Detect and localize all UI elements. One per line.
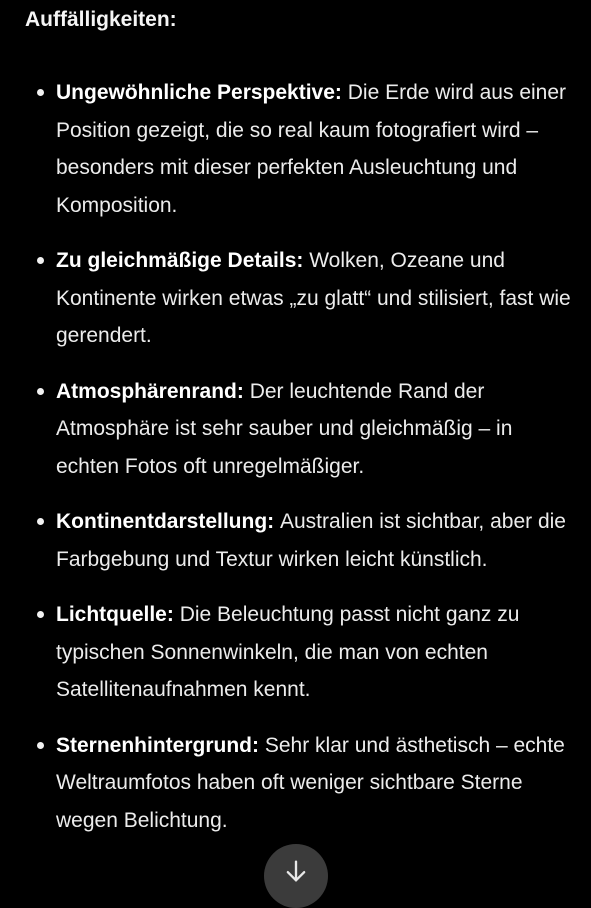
item-term: Lichtquelle: xyxy=(56,603,180,626)
item-text: Die Beleuchtung passt nicht ganz zu typischen Sonnenwinkeln, die man von echten Satellitenaufnahmen kennt. xyxy=(56,603,520,701)
section-heading: Auffälligkeiten: xyxy=(25,8,177,31)
item-text: Australien ist sichtbar, aber die Farbgebung und Textur wirken leicht künstlich. xyxy=(56,510,566,571)
bullet-icon xyxy=(37,388,44,395)
bullet-icon xyxy=(37,257,44,264)
bullet-icon xyxy=(37,611,44,618)
bullet-icon xyxy=(37,742,44,749)
bullet-icon xyxy=(37,518,44,525)
list-item xyxy=(0,242,591,355)
list-item xyxy=(0,74,591,224)
list-item xyxy=(0,373,591,486)
item-term: Ungewöhnliche Perspektive: xyxy=(56,81,348,104)
bullet-icon xyxy=(37,89,44,96)
list-item xyxy=(0,596,591,709)
item-term: Zu gleichmäßige Details: xyxy=(56,249,310,272)
arrow-down-icon xyxy=(282,857,310,885)
item-term: Atmosphärenrand: xyxy=(56,379,250,403)
item-text: Sehr klar und ästhetisch – echte Weltraumfotos haben oft weniger sichtbare Sterne wegen Belichtung. xyxy=(56,733,565,832)
scroll-to-bottom-button[interactable] xyxy=(264,844,328,908)
findings-list xyxy=(0,74,591,857)
item-text: Die Erde wird aus einer Position gezeigt, die so real kaum fotografiert wird – besonders mit dieser perfekten Ausleuchtung und Komposition. xyxy=(56,81,567,217)
list-item xyxy=(0,503,591,578)
item-term: Sternenhintergrund: xyxy=(56,733,265,757)
list-item xyxy=(0,727,591,840)
item-text: Wolken, Ozeane und Kontinente wirken etwas „zu glatt“ und stilisiert, fast wie gerendert. xyxy=(56,249,571,347)
item-text: Der leuchtende Rand der Atmosphäre ist sehr sauber und gleichmäßig – in echten Fotos oft unregelmäßiger. xyxy=(56,379,513,478)
item-term: Kontinentdarstellung: xyxy=(56,510,280,533)
